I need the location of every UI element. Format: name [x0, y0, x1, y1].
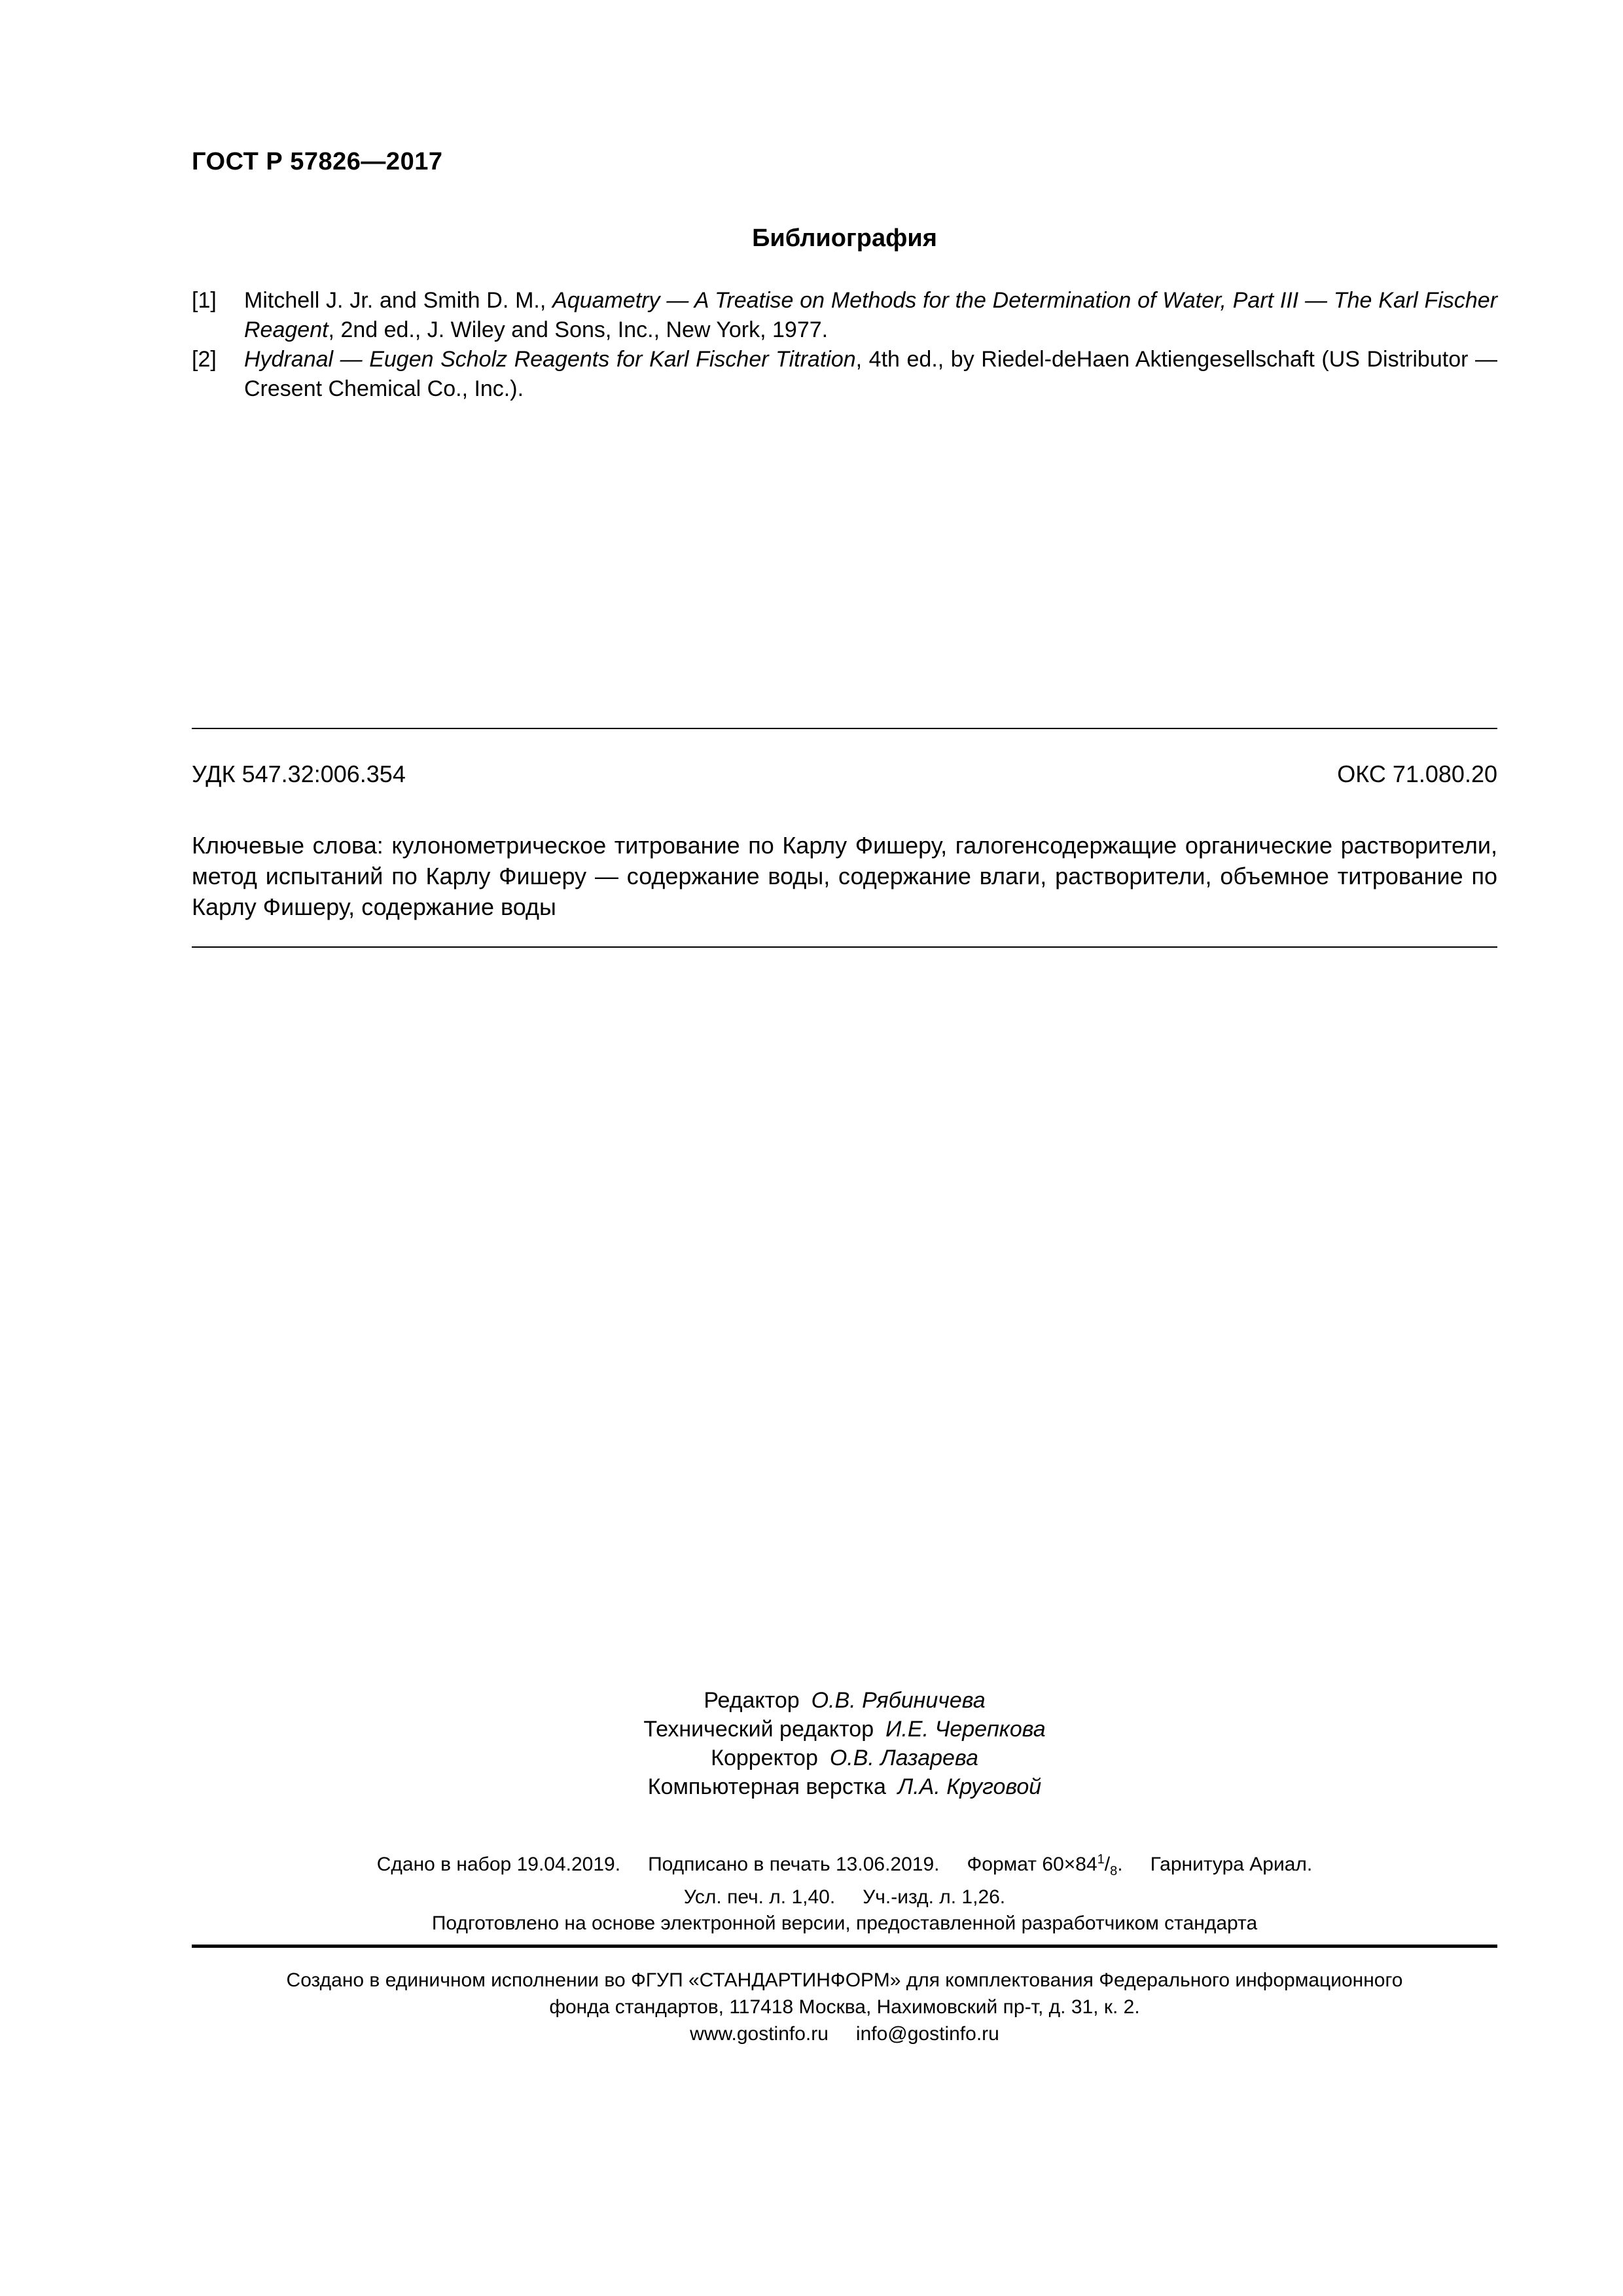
publisher-block	[192, 1967, 1497, 2047]
bibliography-entry	[192, 286, 1497, 345]
publisher-line-1: Создано в единичном исполнении во ФГУП «СТАНДАРТИНФОРМ» для комплектования Федерального информационного	[286, 1969, 1403, 1991]
print-info-block	[192, 1846, 1497, 1937]
format-info: Формат $60\times 84^1/_8$.	[967, 1852, 1123, 1878]
entry-details: , 2nd ed., J. Wiley and Sons, Inc., New York, 1977.	[328, 317, 829, 342]
entry-number: [2]	[192, 347, 217, 372]
print-sheets: Усл. печ. л. 1,40.	[683, 1886, 836, 1908]
keywords-paragraph: Ключевые слова: кулонометрическое титрование по Карлу Фишеру, галогенсодержащие органические растворители, метод испытаний по Карлу Фишеру — содержание воды, содержание влаги, растворители, объемное титрование по Карлу Фишеру, содержание воды	[192, 832, 1497, 920]
publisher-email[interactable]: info@gostinfo.ru	[855, 2023, 999, 2045]
credit-name: Л.А. Круговой	[897, 1774, 1042, 1799]
entry-text	[244, 286, 1497, 345]
credit-editor	[192, 1686, 1497, 1715]
divider-footer	[192, 1945, 1497, 1948]
divider-top	[192, 728, 1497, 729]
oks-code: ОКС 71.080.20	[1337, 761, 1497, 787]
print-info-line-2	[192, 1884, 1497, 1910]
entry-title: Hydranal — Eugen Scholz Reagents for Karl Fischer Titration	[244, 347, 856, 372]
bibliography-entry	[192, 345, 1497, 404]
credits-block	[192, 1686, 1497, 1801]
divider-bottom	[192, 946, 1497, 948]
credit-layout	[192, 1772, 1497, 1801]
entry-text	[244, 345, 1497, 404]
bibliography-title: Библиография	[752, 224, 937, 252]
credit-role: Редактор	[704, 1688, 800, 1713]
publication-sheets: Уч.-изд. л. 1,26.	[863, 1886, 1006, 1908]
credit-name: И.Е. Черепкова	[885, 1717, 1046, 1742]
entry-title: Aquametry — A Treatise on Methods for the Determination of Water, Part III — The Karl Fischer Reagent	[244, 288, 1498, 342]
publisher-website[interactable]: www.gostinfo.ru	[690, 2023, 829, 2045]
credit-name: О.В. Рябиничева	[811, 1688, 986, 1713]
credit-corrector	[192, 1744, 1497, 1772]
credit-name: О.В. Лазарева	[829, 1746, 978, 1770]
credit-role: Технический редактор	[643, 1717, 874, 1742]
credit-role: Компьютерная верстка	[647, 1774, 886, 1799]
submitted-date: Сдано в набор 19.04.2019.	[376, 1854, 621, 1875]
publisher-contacts	[192, 2020, 1497, 2047]
print-info-note: Подготовлено на основе электронной версии, предоставленной разработчиком стандарта	[431, 1912, 1258, 1934]
entry-authors: Mitchell J. Jr. and Smith D. M.,	[244, 288, 553, 313]
entry-details: , 4th ed., by Riedel-deHaen Aktiengesellschaft (US Distributor — Cresent Chemical Co., Inc.).	[244, 347, 1497, 401]
entry-number: [1]	[192, 288, 217, 313]
publisher-line-2: фонда стандартов, 117418 Москва, Нахимовский пр-т, д. 31, к. 2.	[549, 1996, 1140, 2018]
print-info-line-1	[192, 1846, 1497, 1884]
document-code: ГОСТ Р 57826—2017	[192, 148, 443, 175]
credit-technical-editor	[192, 1715, 1497, 1744]
classification-row	[192, 761, 1497, 788]
udk-code: УДК 547.32:006.354	[192, 761, 406, 787]
credit-role: Корректор	[711, 1746, 818, 1770]
font-info: Гарнитура Ариал.	[1150, 1854, 1313, 1875]
signed-date: Подписано в печать 13.06.2019.	[648, 1854, 940, 1875]
